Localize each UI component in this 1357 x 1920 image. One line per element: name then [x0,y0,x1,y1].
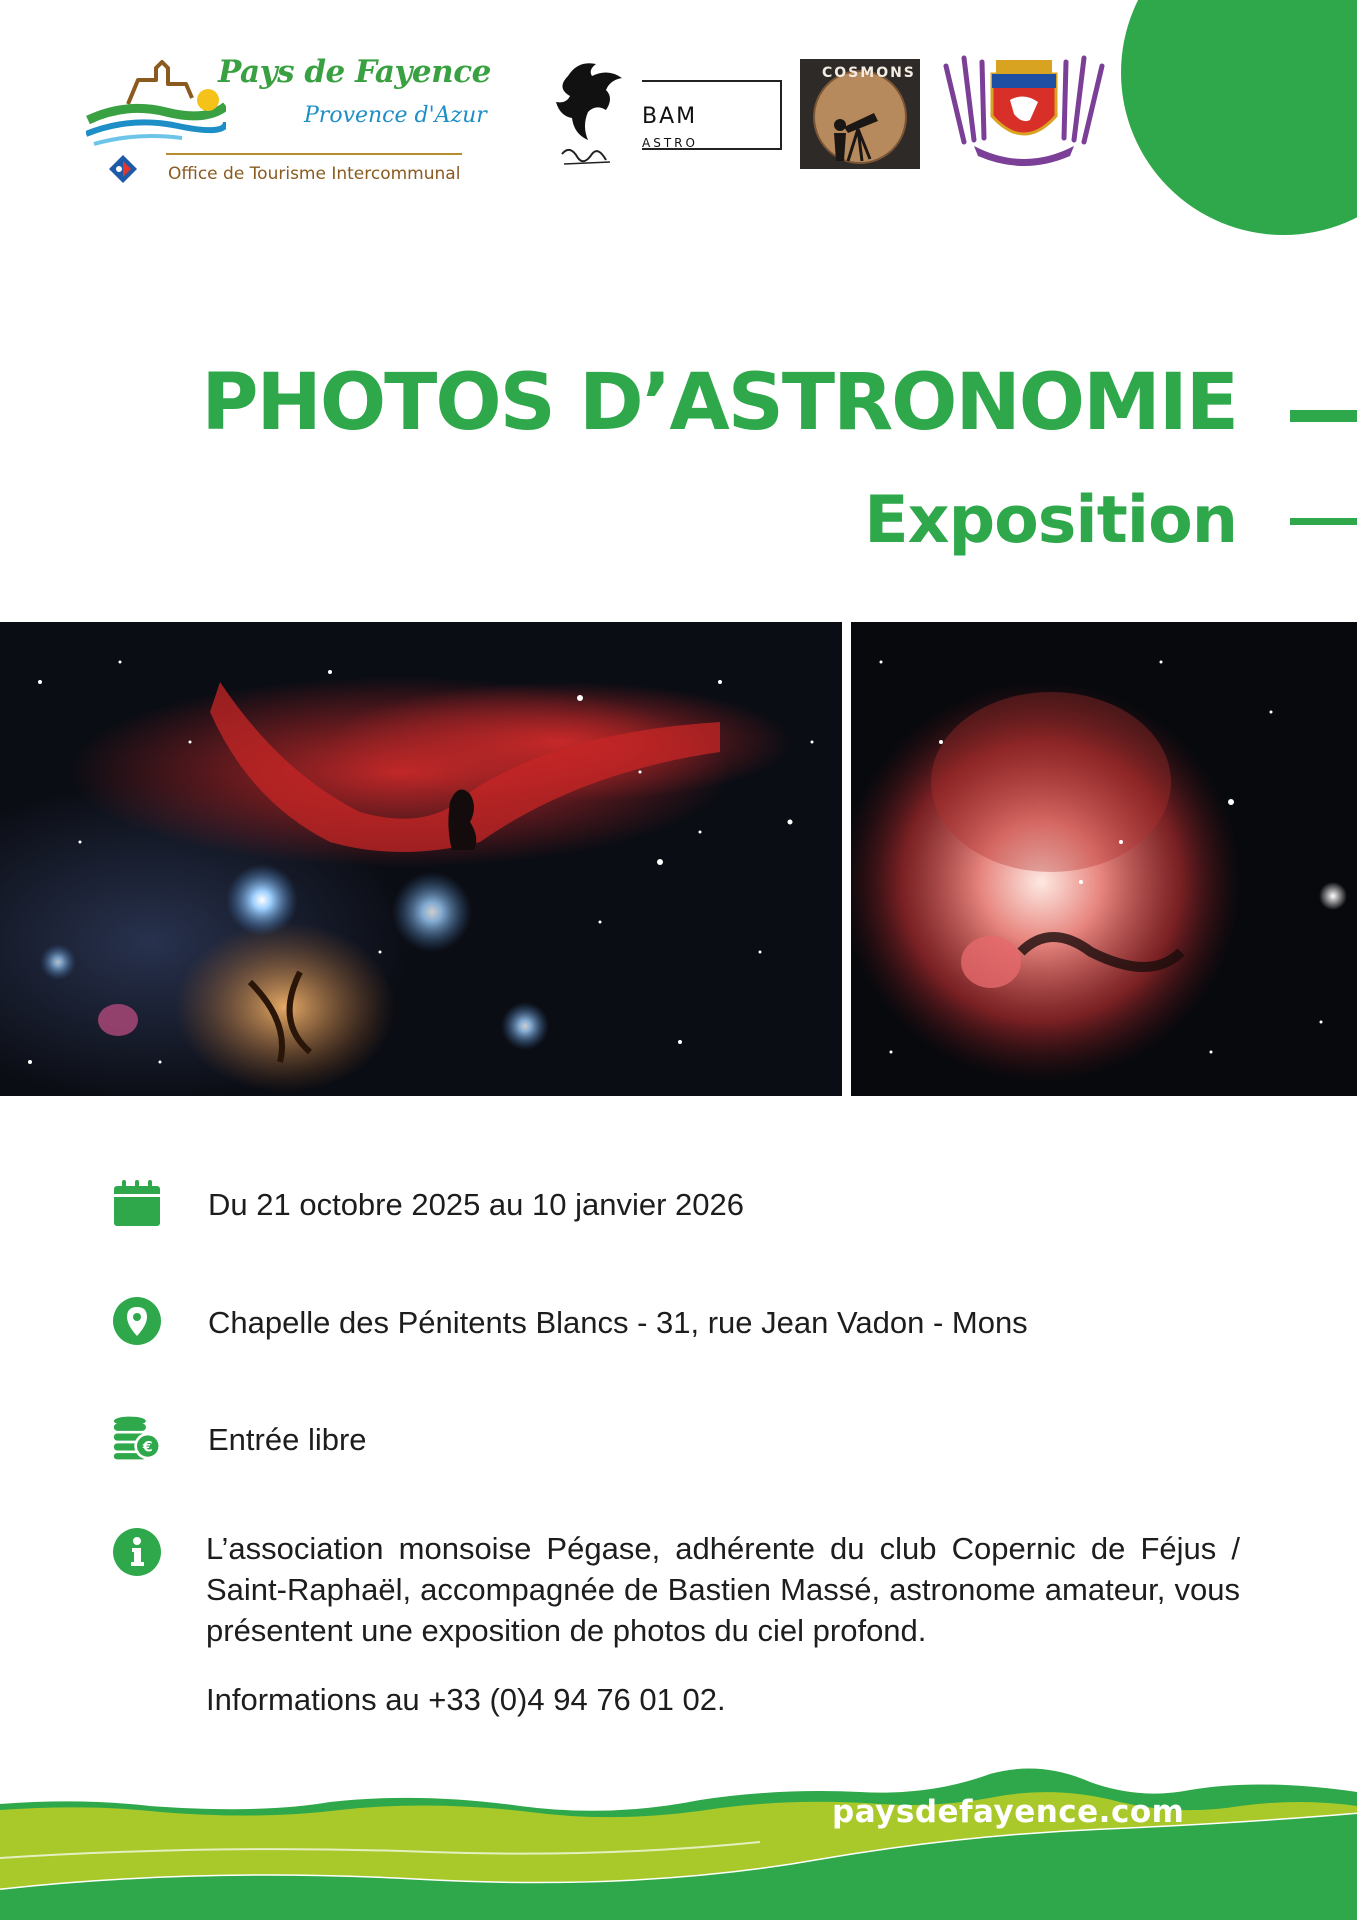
calendar-icon [112,1178,162,1228]
title-dash [1290,410,1357,422]
event-location: Chapelle des Pénitents Blancs - 31, rue Jean Vadon - Mons [208,1305,1028,1340]
brand-divider [166,153,462,155]
cosmons-logo-text: COSMONS [822,65,916,81]
pegase-logo-icon [548,58,628,176]
coins-euro-icon [112,1413,162,1463]
astro-logo-text: ASTRO [642,136,698,150]
event-dates: Du 21 octobre 2025 au 10 janvier 2026 [208,1187,745,1222]
brand-region: Provence d'Azur [304,103,487,128]
page-subtitle: Exposition [864,483,1237,558]
event-contact-phone: Informations au +33 (0)4 94 76 01 02. [206,1682,726,1717]
info-icon [112,1527,162,1577]
svg-text:€: € [142,1439,153,1456]
orion-nebula-photo [851,622,1357,1096]
page-title: PHOTOS D’ASTRONOMIE [201,358,1237,448]
subtitle-dash [1290,518,1357,525]
brand-name: Pays de Fayence [218,54,491,90]
village-logo-icon [86,40,226,155]
bam-logo-text: BAM [642,104,698,129]
decorative-circle [1121,0,1357,235]
brand-office: Office de Tourisme Intercommunal [168,164,461,184]
footer-hills [0,1740,1357,1920]
event-description: L’association monsoise Pégase, adhérente du club Copernic de Féjus / Saint-Raphaël, accompagnée de Bastien Massé, astronome amateur, vous présentent une exposition de photos du ciel profond. [206,1531,1240,1648]
event-price: Entrée libre [208,1422,367,1457]
mons-coat-of-arms-icon [934,52,1114,172]
cosmons-logo [800,59,920,169]
tourism-office-icon [108,154,138,184]
brand-logo [86,40,491,190]
horsehead-nebula-photo [0,622,842,1096]
website-link[interactable]: paysdefayence.com [832,1794,1185,1830]
map-pin-icon [112,1296,162,1346]
